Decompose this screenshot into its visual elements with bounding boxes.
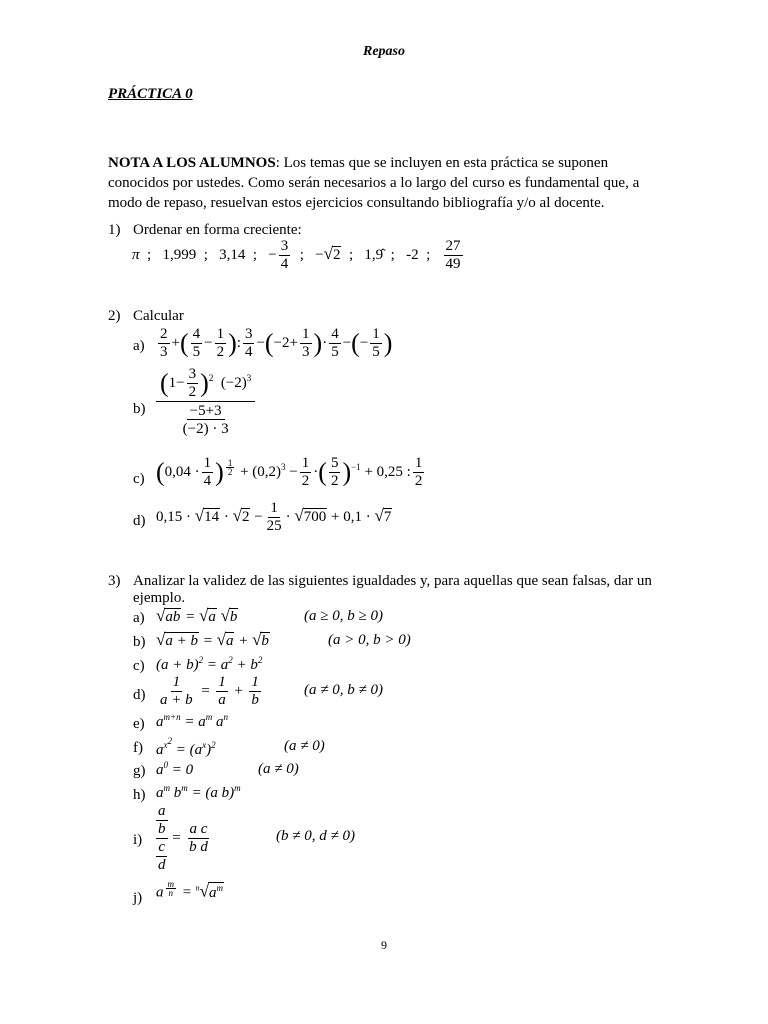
q3-label-g: g): [133, 763, 146, 779]
q3-condition-i: (b ≠ 0, d ≠ 0): [276, 828, 355, 844]
q3-identity-f: $a^{x^2} = (a^x)^2$: [156, 736, 216, 758]
q2-text: Calcular: [133, 308, 184, 324]
practice-title: PRÁCTICA 0: [108, 86, 193, 102]
q1-text: Ordenar en forma creciente:: [133, 222, 302, 238]
q2-expression-c: (0,04 · $\frac{1}{4}$ ) $^{\frac{1}{2}}$ + $(0,2)^3$ − $\frac{1}{2}$ ·( $\frac{5}{2}$ )$^{-1}$ + 0,25 : $\frac{1}{2}$: [156, 455, 423, 489]
q3-identity-c: $(a + b)^2 = a^2 + b^2$: [156, 655, 263, 673]
q1-number: 1): [108, 222, 121, 238]
q2-label-d: d): [133, 513, 146, 529]
q2-expression-b: (1− $\frac{3}{2}$ )$^2$ $(-2)^3$ −5+3 (−2) · 3: [156, 366, 255, 438]
q3-condition-g: (a ≠ 0): [258, 761, 299, 777]
q2-number: 2): [108, 308, 121, 324]
q1-item-27-49: $\frac{27}{49}$: [445, 238, 461, 272]
q1-item-1999: 1,999: [162, 246, 197, 263]
q3-identity-a: √ab = √a √b: [156, 606, 238, 625]
note-paragraph: [108, 153, 663, 213]
q3-label-j: j): [133, 890, 143, 906]
q3-identity-d: $\frac{1}{a + b}$ = $\frac{1}{a}$ + $\frac{1}{b}$: [160, 674, 259, 708]
q3-label-a: a): [133, 610, 145, 626]
q3-identity-g: $a^0 = 0$: [156, 760, 194, 778]
q2-label-c: c): [133, 471, 145, 487]
q3-condition-d: (a ≠ 0, b ≠ 0): [304, 682, 383, 698]
q3-label-i: i): [133, 832, 143, 848]
q1-item-minus-two: -2: [406, 246, 419, 263]
q2-expression-d: 0,15 · √14 · √2 − $\frac{1}{25}$ · √700 + 0,1 · √7: [156, 500, 392, 534]
q2-label-b: b): [133, 401, 146, 417]
q3-condition-f: (a ≠ 0): [284, 738, 325, 754]
running-header: Repaso: [363, 44, 405, 59]
q3-label-b: b): [133, 634, 146, 650]
q3-number: 3): [108, 573, 121, 589]
q3-text: Analizar la validez de las siguientes igualdades y, para aquellas que sean falsas, dar un ejemplo.: [133, 573, 652, 606]
q1-item-314: 3,14: [219, 246, 246, 263]
q3-label-d: d): [133, 687, 146, 703]
q3-condition-b: (a > 0, b > 0): [328, 632, 411, 648]
q3-identity-e: $a^{m+n} = a^m$ $a^n$: [156, 712, 228, 730]
q3-condition-a: (a ≥ 0, b ≥ 0): [304, 608, 383, 624]
q3-identity-i: $\frac{\frac{a}{b}}{\frac{c}{d}}$ = $\frac{\text{a c}}{\text{b d}}$: [158, 803, 208, 873]
q1-item-neg-three-quarters: $\frac{3}{4}$: [280, 238, 289, 272]
q3-identity-b: √a + b = √a + √b: [156, 630, 269, 649]
q3-label-e: e): [133, 716, 145, 732]
q3-identity-j: a $^{\frac{m}{n}}$ = $^n√a^m$: [156, 879, 223, 901]
q1-item-periodic: 1,9̂: [364, 246, 384, 263]
q2-expression-a: $\frac{2}{3}$ +( $\frac{4}{5}$ − $\frac{1}{2}$ ): $\frac{3}{4}$ −(−2+ $\frac{1}{3}$ )· $\frac{4}{5}$ −(− $\frac{1}{5}$ ): [160, 326, 393, 360]
q3-label-c: c): [133, 658, 145, 674]
q2-label-a: a): [133, 338, 145, 354]
note-label: NOTA A LOS ALUMNOS: [108, 155, 276, 171]
q3-label-h: h): [133, 787, 146, 803]
q3-label-f: f): [133, 740, 143, 756]
q1-numbers-list: π ; 1,999 ; 3,14 ; − $\frac{3}{4}$ ; −√2 ; 1,9̂ ; -2 ; $\frac{27}{49}$: [132, 238, 461, 272]
q3-identity-h: $a^m$ $b^m = (a$ b)$^m$: [156, 783, 241, 801]
q1-item-pi: π: [132, 246, 140, 263]
note-text: : Los temas que se incluyen en esta práctica se suponen conocidos por ustedes. Como serán necesarios a lo largo del curso es fundamental que, a modo de repaso, resuelvan estos ejercicios consultando bibliografía y/o al docente.: [108, 155, 640, 211]
page-number: 9: [381, 938, 387, 952]
